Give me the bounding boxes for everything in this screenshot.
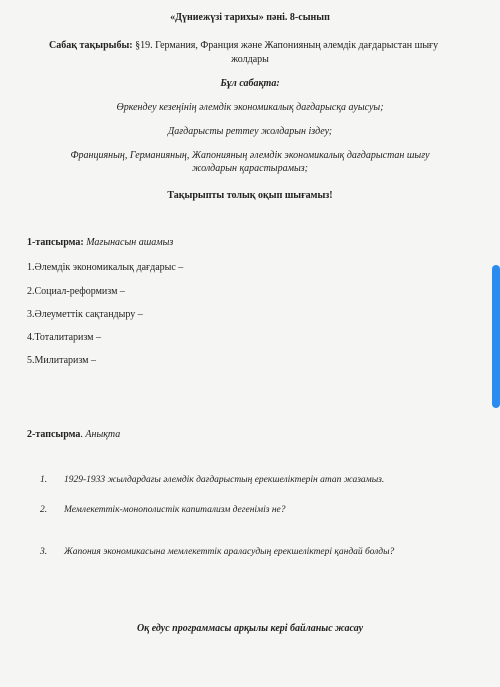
in-lesson-heading: Бұл сабақта: xyxy=(220,78,280,89)
topic-label: Сабақ тақырыбы: xyxy=(49,40,133,51)
question-number: 2. xyxy=(40,505,48,515)
goal-item: Өркендеу кезеңінің әлемдік экономикалық дағдарысқа ауысуы; xyxy=(116,102,384,113)
question-text: Жапония экономикасына мемлекеттік араласудың ерекшеліктері қандай болды? xyxy=(64,547,395,557)
task1-item: 4.Тоталитаризм – xyxy=(27,332,102,343)
task2-instruction: Анықта xyxy=(85,429,121,440)
question-number: 1. xyxy=(40,475,48,485)
task1-label: 1-тапсырма: xyxy=(27,237,84,248)
goal-item: Францияның, Германияның, Жапонияның әлемдік экономикалық дағдарыстан шығу xyxy=(70,150,430,161)
task2-label: 2-тапсырма xyxy=(27,429,81,440)
scrollbar-thumb[interactable] xyxy=(492,265,500,408)
question-text: Мемлекеттік-монополистік капитализм дегеніміз не? xyxy=(64,505,286,515)
task1-item: 1.Әлемдік экономикалық дағдарыс – xyxy=(27,262,184,273)
task1-heading xyxy=(27,237,173,249)
topic-line-2: жолдары xyxy=(231,54,269,65)
goal-item: Дағдарысты реттеу жолдарын іздеу; xyxy=(167,126,333,137)
read-fully-note: Тақырыпты толық оқып шығамыз! xyxy=(167,190,333,201)
task1-item: 2.Социал-реформизм – xyxy=(27,286,125,297)
document-header: «Дүниежүзі тарихы» пәні. 8-сынып xyxy=(170,12,330,23)
task1-item: 3.Әлеуметтік сақтандыру – xyxy=(27,309,143,320)
question-text: 1929-1933 жылдардағы әлемдік дағдарыстың ерекшеліктерін атап жазамыз. xyxy=(64,475,385,485)
task1-item: 5.Милитаризм – xyxy=(27,355,97,366)
topic-text: §19. Германия, Франция және Жапонияның әлемдік дағдарыстан шығу xyxy=(135,40,439,51)
task2-question xyxy=(40,504,286,516)
task2-question xyxy=(40,474,384,486)
task1-instruction: Мағынасын ашамыз xyxy=(86,237,174,248)
task2-heading: 2-тапсырма. Анықта xyxy=(27,429,121,440)
task2-question xyxy=(40,546,394,558)
question-number: 3. xyxy=(40,547,48,557)
goal-item: жолдарын қарастырамыз; xyxy=(192,163,308,174)
footer-note: Оқ едус программасы арқылы кері байланыс жасау xyxy=(136,623,364,634)
topic-line-1 xyxy=(49,40,438,52)
